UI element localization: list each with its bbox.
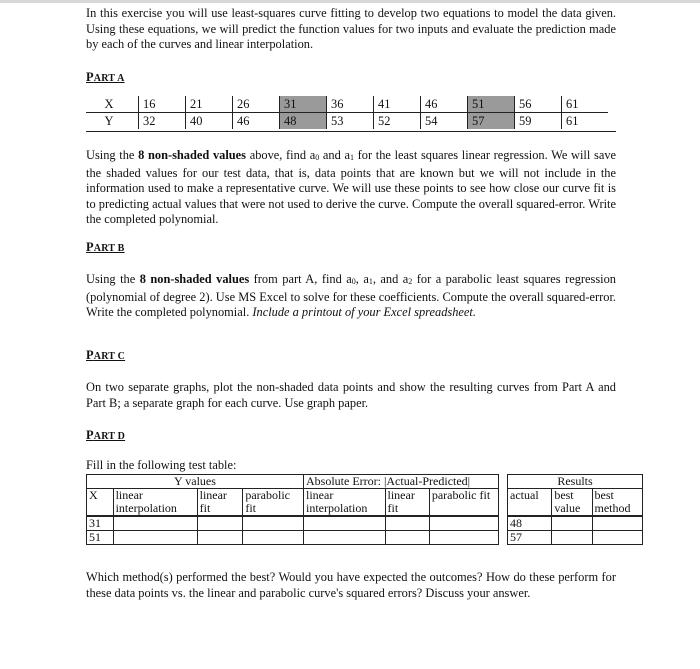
results-header: Results (508, 475, 643, 489)
part-a-heading (86, 70, 125, 85)
x-cell: 56 (515, 96, 562, 113)
y-cell: 32 (139, 113, 186, 130)
part-b-text: Using the (86, 272, 140, 286)
linear-fit-header: linear fit (197, 489, 243, 517)
empty-cell (113, 516, 197, 531)
y-cell: 46 (233, 113, 280, 130)
x-label: X (86, 96, 139, 113)
part-d-question: Which method(s) performed the best? Would you have expected the outcomes? How do these perform for these data points vs. the linear and parabolic curve's squared errors? Discuss your answer. (86, 570, 616, 600)
empty-cell (429, 516, 498, 531)
part-c-heading-rest: ART C (93, 351, 126, 362)
empty-cell (304, 516, 386, 531)
gap-cell (499, 516, 508, 531)
test-table-group-row (87, 475, 643, 489)
part-b-italic-text: Include a printout of your Excel spreadsheet. (252, 305, 476, 320)
part-c-paragraph: On two separate graphs, plot the non-shaded data points and show the resulting curves from Part A and Part B; a separate graph for each curve. Use graph paper. (86, 380, 616, 410)
part-a-heading-initial: P (86, 70, 94, 84)
x-cell: 21 (186, 96, 233, 113)
row-actual-value: 48 (508, 516, 552, 531)
subscript: 1 (368, 277, 373, 286)
empty-cell (429, 531, 498, 545)
y-cell: 54 (421, 113, 468, 130)
empty-cell (304, 531, 386, 545)
x-cell: 46 (421, 96, 468, 113)
linear-interpolation-header: linear interpolation (113, 489, 197, 517)
x-cell: 16 (139, 96, 186, 113)
empty-cell (592, 531, 643, 545)
part-a-text: above, find a (246, 148, 316, 162)
part-d-heading-initial: P (86, 428, 94, 442)
test-table-row (87, 531, 643, 545)
best-method-header: best method (592, 489, 643, 517)
y-cell: 61 (562, 113, 609, 130)
row-x-value: 51 (87, 531, 114, 545)
y-cell: 40 (186, 113, 233, 130)
y-cell-shaded: 48 (280, 113, 327, 130)
part-b-bold-text: 8 non-shaded values (139, 272, 250, 286)
x-cell: 41 (374, 96, 421, 113)
part-a-paragraph (86, 148, 616, 228)
part-a-heading-rest: ART A (93, 73, 125, 84)
part-a-text: and a (319, 148, 350, 162)
subscript: 0 (351, 277, 356, 286)
empty-cell (385, 516, 429, 531)
y-cell: 53 (327, 113, 374, 130)
y-cell-shaded: 57 (468, 113, 515, 130)
part-a-text: for the least squares linear regression. We will save the shaded values for our test data, that is, data points that are known but we will not include in the information used to make a representative curve. We will use these points to see how close our curve fit is to predicting actual values that were not used to derive the curve. Compute the overall squared-error. Write the completed polynomial. (86, 148, 617, 227)
empty-cell (385, 531, 429, 545)
empty-cell (113, 531, 197, 545)
part-b-text: from part A, find a (249, 272, 352, 286)
part-d-heading-rest: ART D (93, 431, 126, 442)
test-table-row (87, 516, 643, 531)
row-actual-value: 57 (508, 531, 552, 545)
error-parabolic-fit-header: parabolic fit (429, 489, 498, 517)
empty-cell (552, 531, 592, 545)
error-linear-fit-header: linear fit (385, 489, 429, 517)
part-b-text: for a parabolic least squares regression (polynomial of degree 2). Use MS Excel to solve for these coefficients. Compute the overall squared-error. Write the completed polynomial. (86, 272, 616, 320)
part-c-heading (86, 348, 125, 363)
x-cell: 36 (327, 96, 374, 113)
top-edge (0, 0, 700, 3)
part-a-text: Using the (86, 148, 139, 162)
part-b-heading-rest: ART B (93, 243, 125, 254)
empty-cell (243, 516, 304, 531)
empty-cell (552, 516, 592, 531)
x-cell-shaded: 51 (468, 96, 515, 113)
x-row (86, 96, 608, 113)
y-cell: 52 (374, 113, 421, 130)
intro-paragraph: In this exercise you will use least-squares curve fitting to develop two equations to model the data given. Using these equations, we will predict the function values for two inputs and evaluate the prediction made by each of the curves and linear interpolation. (86, 6, 616, 52)
empty-cell (197, 531, 243, 545)
y-row (86, 113, 608, 130)
part-b-heading (86, 240, 125, 255)
subscript: 0 (315, 153, 320, 162)
x-cell: 26 (233, 96, 280, 113)
absolute-error-header: Absolute Error: |Actual-Predicted| (304, 475, 499, 489)
gap-cell (499, 489, 508, 517)
y-values-header: Y values (87, 475, 304, 489)
part-a-bold-text: 8 non-shaded values (138, 148, 247, 162)
x-cell-shaded: 31 (280, 96, 327, 113)
x-header: X (87, 489, 114, 517)
test-table-header-row (87, 489, 643, 517)
y-cell: 59 (515, 113, 562, 130)
part-b-text: , and a (372, 272, 409, 286)
empty-cell (592, 516, 643, 531)
part-c-heading-initial: P (86, 348, 94, 362)
gap-cell (499, 531, 508, 545)
part-b-heading-initial: P (86, 240, 94, 254)
empty-cell (243, 531, 304, 545)
empty-cell (197, 516, 243, 531)
error-linear-interpolation-header: linear interpolation (304, 489, 386, 517)
part-d-heading (86, 428, 125, 443)
x-cell: 61 (562, 96, 609, 113)
best-value-header: best value (552, 489, 592, 517)
parabolic-fit-header: parabolic fit (243, 489, 304, 517)
actual-header: actual (508, 489, 552, 517)
part-d-test-table (86, 474, 643, 545)
row-x-value: 31 (87, 516, 114, 531)
part-d-fill-label: Fill in the following test table: (86, 458, 237, 472)
table-bottom-rule (86, 131, 616, 132)
y-label: Y (104, 113, 114, 128)
part-b-paragraph (86, 272, 616, 321)
subscript: 2 (408, 277, 413, 286)
subscript: 1 (349, 153, 354, 162)
gap-cell (499, 475, 508, 489)
part-a-data-table (86, 96, 608, 129)
part-b-text: , a (355, 272, 369, 286)
